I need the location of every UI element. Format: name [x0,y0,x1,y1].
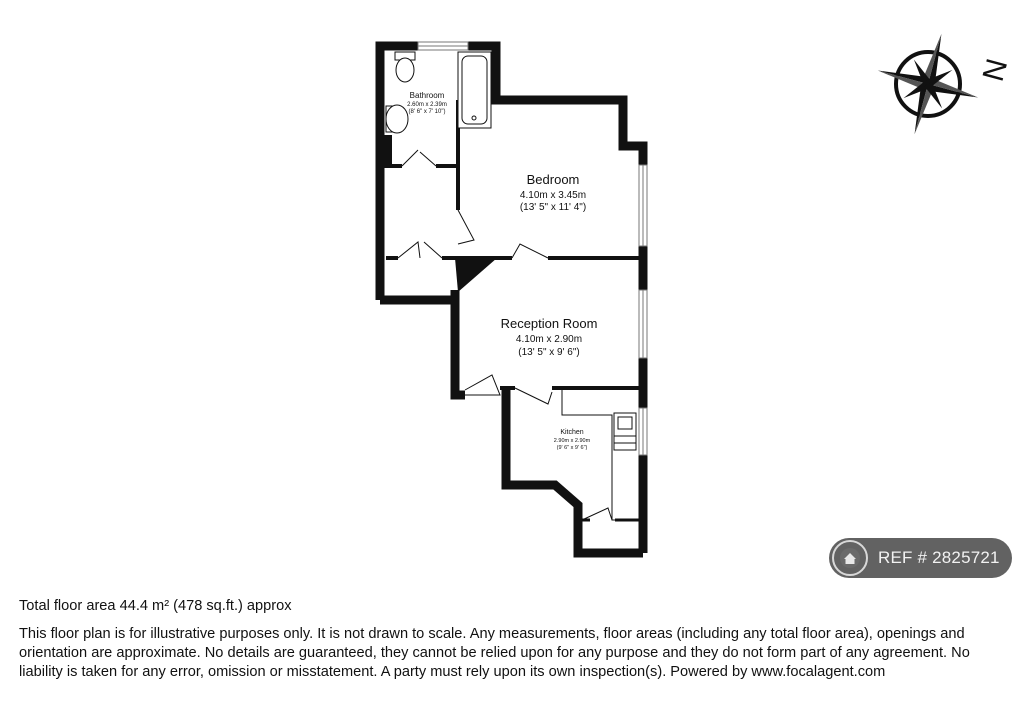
closet-door [398,242,442,258]
kitchen-imperial: (9' 6" x 9' 6") [556,445,588,451]
reception-left-wall [455,290,465,395]
disclaimer-text: This floor plan is for illustrative purposes only. It is not drawn to scale. Any measurements, floor areas (including any total floor area), openings and orientation are approximate. No details are guaranteed, they cannot be relied upon for any purpose and they do not form part of any agreement. No liability is taken for any error, omission or misstatement. A party must rely upon its own inspection(s). Powered by www.focalagent.com [19,626,970,680]
bedroom-metric: 4.10m x 3.45m [519,190,587,201]
bathtub-drain [472,116,476,120]
bathroom-imperial: (8' 6" x 7' 10") [408,109,446,115]
bedroom-imperial: (13' 5" x 11' 4") [519,202,587,213]
kitchen-metric: 2.90m x 2.90m [553,438,591,444]
bathtub-inner [462,56,487,124]
interior-walls [384,100,640,520]
reception-imperial: (13' 5" x 9' 6") [518,347,580,358]
basin [386,105,408,133]
kitchen-door [515,388,552,404]
toilet-bowl [396,58,414,82]
bedroom-door [458,210,474,244]
reception-lower-door [465,375,500,395]
reception-label: Reception Room [500,316,598,331]
left-closet-post [384,135,392,168]
left-block-walls [380,46,643,300]
reference-number: REF # 2825721 [878,548,1000,567]
total-floor-area: Total floor area 44.4 m² (478 sq.ft.) approx [19,598,292,614]
bathroom-label: Bathroom [409,91,445,100]
kitchen-label: Kitchen [560,429,584,436]
compass-north-label: N [976,55,1015,85]
bathroom-door [402,150,436,166]
compass-rose-icon [864,20,1014,147]
reference-badge [829,538,1012,578]
reception-metric: 4.10m x 2.90m [515,334,583,345]
bathroom-metric: 2.60m x 2.39m [407,102,447,108]
reception-door [512,244,548,258]
kitchen-lower-door [582,508,612,520]
bedroom-label: Bedroom [526,172,580,187]
hob-top [618,417,632,429]
corner-wedge [455,258,497,292]
walls [380,46,643,553]
house-icon [832,540,868,576]
